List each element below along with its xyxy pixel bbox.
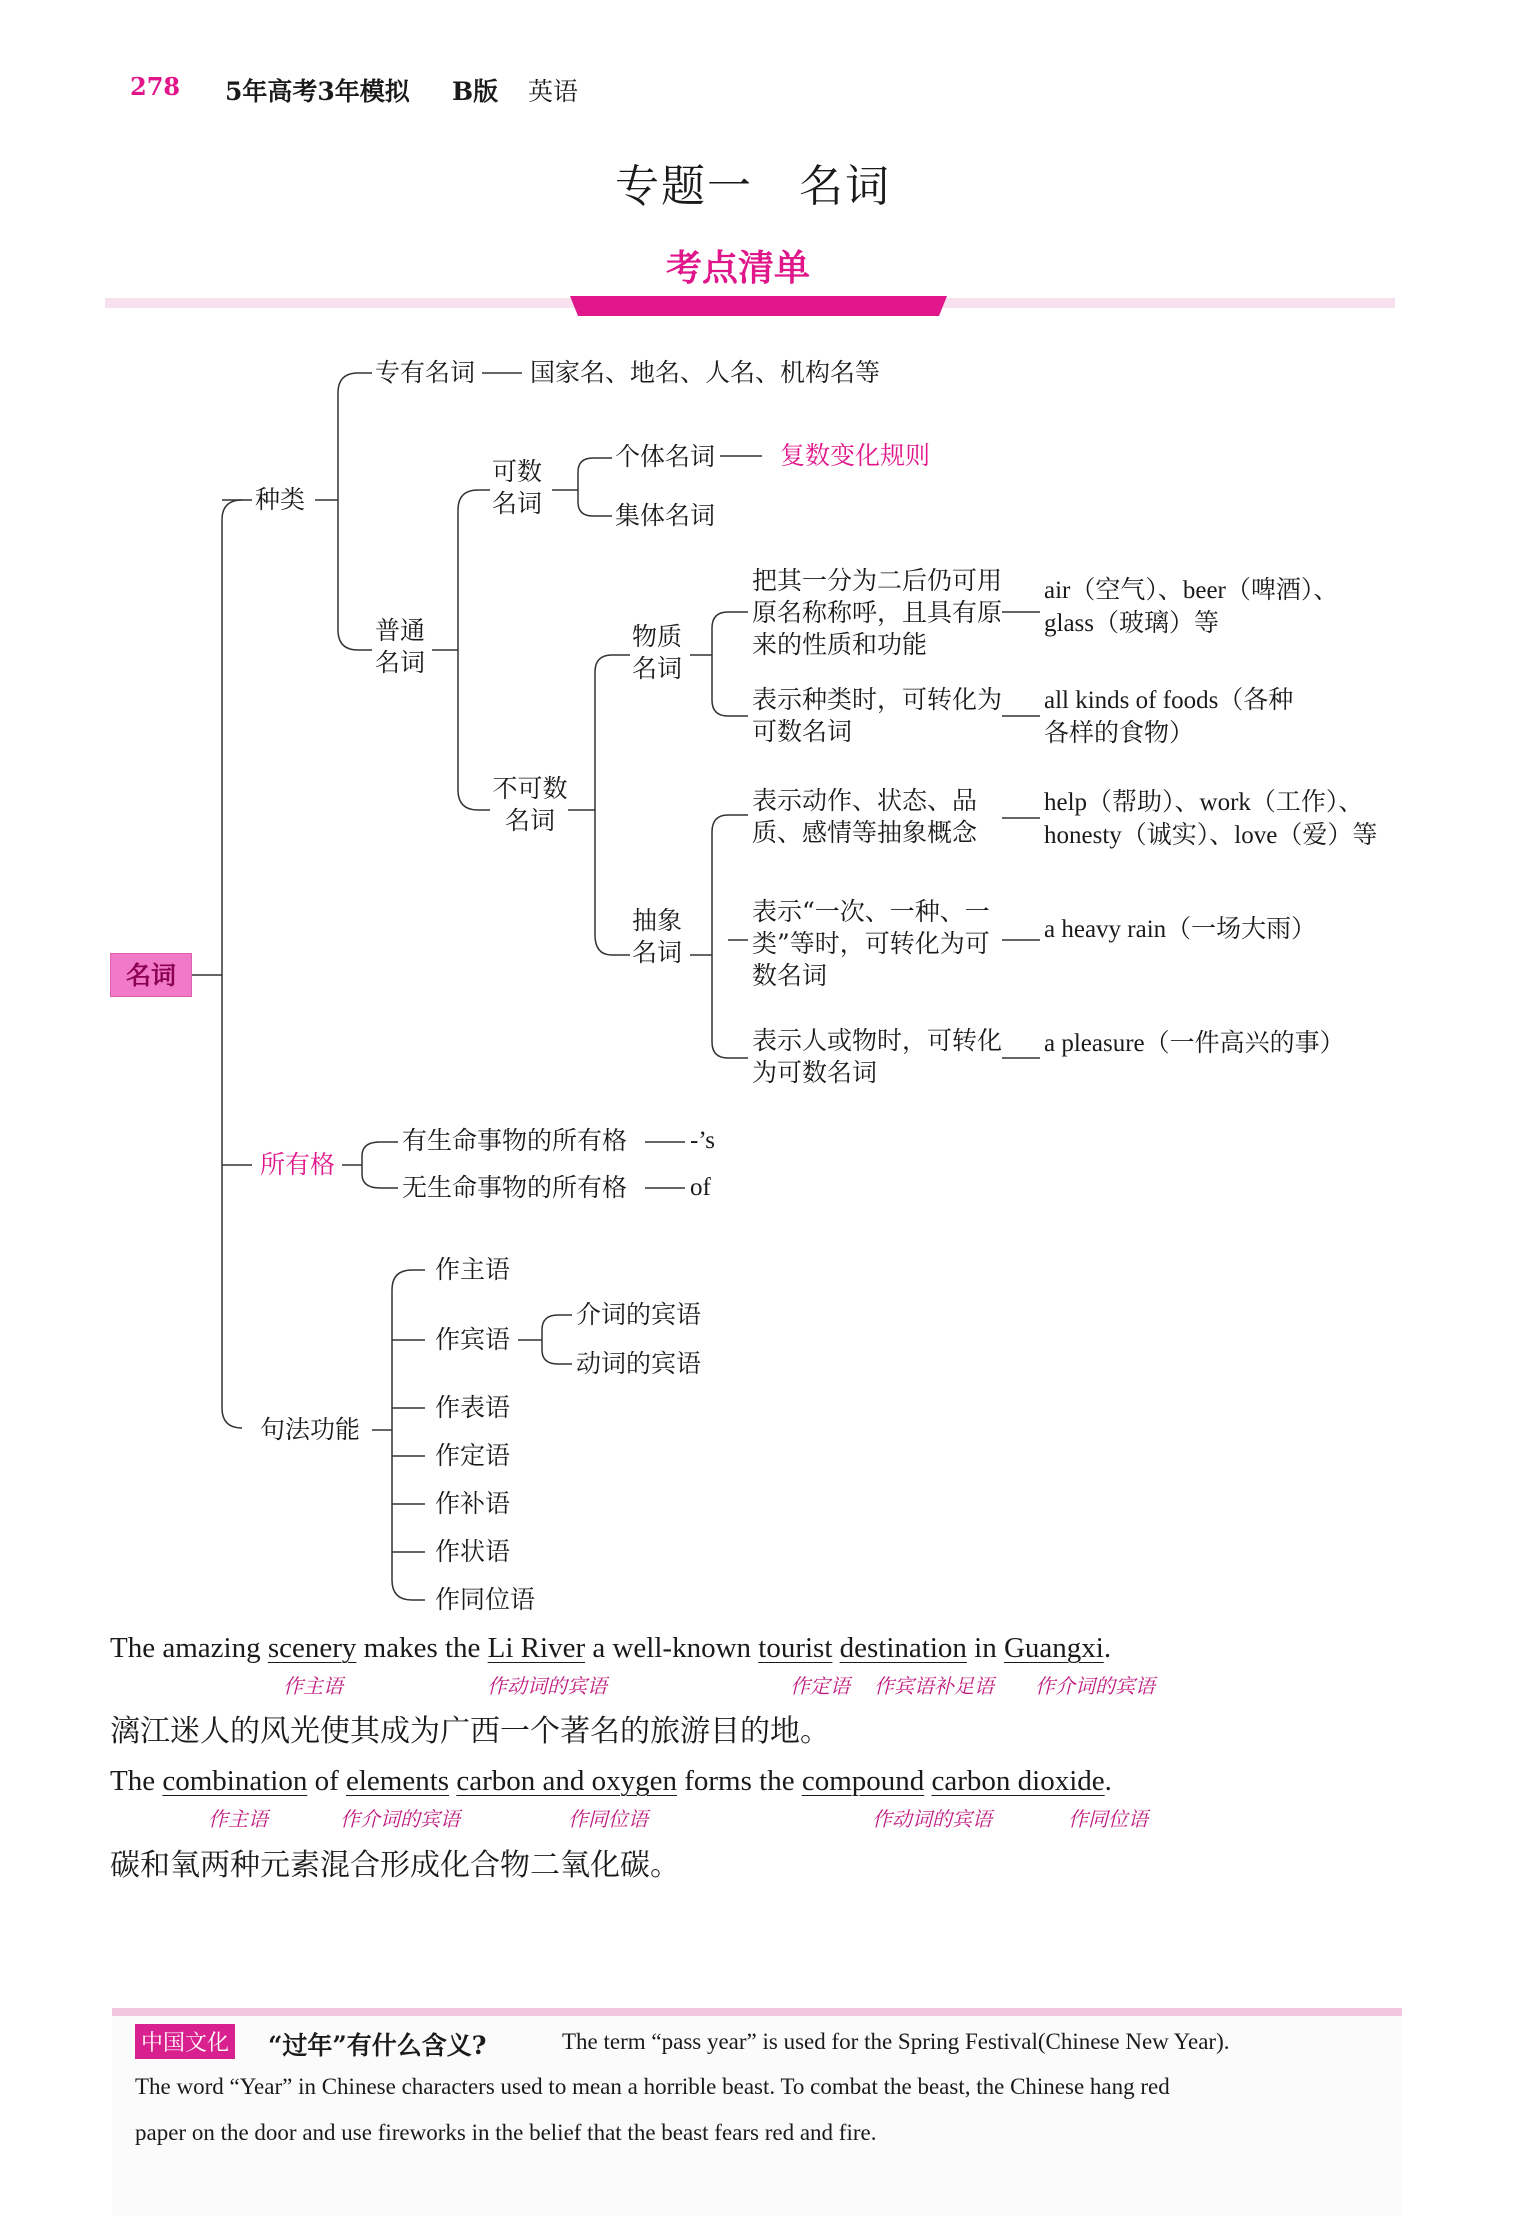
ex2-note-appositive-2: 作同位语 [1068, 1807, 1148, 1831]
node-inanimate-form: of [690, 1174, 711, 1201]
node-as-adverbial: 作状语 [435, 1537, 511, 1566]
node-uncountable: 不可数名词 [492, 774, 568, 835]
node-abstract-ex1: help（帮助）、work（工作）、honesty（诚实）、love（爱）等 [1044, 789, 1378, 849]
ex1-word: makes the [356, 1632, 488, 1664]
ex1-word-tourist: tourist [758, 1632, 833, 1664]
ex2-word: The [110, 1765, 163, 1797]
ex2-word-elements: elements [346, 1765, 450, 1797]
ex1-note-prep-object: 作介词的宾语 [1035, 1674, 1155, 1698]
node-as-object: 作宾语 [435, 1325, 511, 1354]
ex1-word-li-river: Li River [487, 1632, 586, 1664]
ex1-word: The amazing [110, 1632, 268, 1664]
ex2-note-appositive: 作同位语 [568, 1807, 648, 1831]
ex2-word-carbon-oxygen: carbon and oxygen [456, 1765, 677, 1797]
ex1-word: . [1103, 1632, 1112, 1664]
ex1-word: in [966, 1632, 1004, 1664]
node-abstract-ex2: a heavy rain（一场大雨） [1044, 916, 1317, 943]
culture-tag: 中国文化 [135, 2024, 235, 2059]
ex2-note-prep-object: 作介词的宾语 [340, 1807, 460, 1831]
page-number: 278 [130, 72, 181, 101]
book-edition: B版 [452, 77, 499, 106]
culture-line-1: The term “pass year” is used for the Spring Festival(Chinese New Year). [562, 2029, 1230, 2054]
node-possessive: 所有格 [260, 1150, 336, 1179]
ex1-translation: 漓江迷人的风光使其成为广西一个著名的旅游目的地。 [110, 1714, 830, 1749]
node-collective-noun: 集体名词 [615, 501, 716, 530]
node-syntax: 句法功能 [260, 1415, 361, 1444]
node-as-attributive: 作定语 [435, 1441, 511, 1470]
ex1-word [832, 1632, 839, 1664]
node-proper-noun: 专有名词 [375, 358, 476, 387]
node-abstract-rule1: 表示动作、状态、品质、感情等抽象概念 [752, 786, 978, 847]
ex2-note-verb-object: 作动词的宾语 [872, 1807, 992, 1831]
node-plural-rules: 复数变化规则 [780, 441, 931, 470]
node-material-rule2: 表示种类时，可转化为可数名词 [752, 685, 1003, 746]
node-individual-noun: 个体名词 [615, 442, 716, 471]
ex2-word: of [307, 1765, 346, 1797]
ex2-word [924, 1765, 931, 1797]
node-abstract-rule3: 表示人或物时，可转化为可数名词 [752, 1026, 1003, 1087]
node-prep-object: 介词的宾语 [576, 1300, 702, 1329]
ex2-note-subject: 作主语 [208, 1807, 268, 1831]
node-as-predicative: 作表语 [435, 1393, 511, 1422]
node-abstract-ex3: a pleasure（一件高兴的事） [1044, 1030, 1345, 1057]
ex1-note-subject: 作主语 [283, 1674, 343, 1698]
node-material-rule1: 把其一分为二后仍可用原名称称呼，且具有原来的性质和功能 [752, 566, 1003, 659]
ex1-note-attributive: 作定语 [790, 1674, 850, 1698]
book-subject: 英语 [528, 77, 579, 106]
ex1-note-object-complement: 作宾语补足语 [874, 1674, 994, 1698]
node-as-subject: 作主语 [435, 1255, 511, 1284]
book-title: 5年高考3年模拟 [225, 77, 410, 106]
culture-line-3: paper on the door and use fireworks in the belief that the beast fears red and fire. [135, 2120, 877, 2145]
page-title: 专题一 名词 [615, 161, 891, 212]
node-material-ex2: all kinds of foods（各种各样的食物） [1044, 687, 1294, 747]
node-material-noun: 物质名词 [632, 622, 683, 683]
ex2-word-combination: combination [162, 1765, 308, 1797]
root-node: 名词 [110, 953, 192, 997]
ex2-word: forms the [676, 1765, 802, 1797]
culture-question: “过年”有什么含义? [268, 2031, 487, 2060]
node-kind: 种类 [255, 485, 306, 514]
node-animate-possessive: 有生命事物的所有格 [402, 1126, 628, 1155]
example-sentence-2 [110, 1765, 1112, 1798]
node-abstract-noun: 抽象名词 [632, 906, 683, 967]
ex2-word: . [1104, 1765, 1112, 1797]
node-countable: 可数名词 [492, 457, 543, 518]
node-material-ex1: air（空气）、beer（啤酒）、glass（玻璃）等 [1044, 577, 1339, 637]
node-common-noun: 普通名词 [375, 616, 426, 677]
ex1-word-guangxi: Guangxi [1003, 1632, 1104, 1664]
section-subtitle: 考点清单 [666, 247, 811, 289]
node-verb-object: 动词的宾语 [576, 1349, 702, 1378]
node-abstract-rule2: 表示“一次、一种、一类”等时，可转化为可数名词 [752, 897, 990, 990]
example-sentence-1 [110, 1632, 1111, 1665]
ex1-word-scenery: scenery [267, 1632, 357, 1664]
culture-line-2: The word “Year” in Chinese characters used to mean a horrible beast. To combat the beast, the Chinese hang red [135, 2074, 1170, 2099]
node-proper-noun-desc: 国家名、地名、人名、机构名等 [530, 358, 881, 387]
ex2-word-compound: compound [801, 1765, 925, 1797]
ex1-note-verb-object: 作动词的宾语 [487, 1674, 607, 1698]
node-inanimate-possessive: 无生命事物的所有格 [402, 1173, 628, 1202]
node-as-complement: 作补语 [435, 1489, 511, 1518]
node-animate-form: -’s [690, 1127, 715, 1154]
ex1-word: a well-known [585, 1632, 759, 1664]
ex2-word-carbon-dioxide: carbon dioxide [931, 1765, 1105, 1797]
ex2-translation: 碳和氧两种元素混合形成化合物二氧化碳。 [110, 1848, 680, 1883]
node-as-appositive: 作同位语 [435, 1585, 536, 1614]
ex1-word-destination: destination [839, 1632, 967, 1664]
